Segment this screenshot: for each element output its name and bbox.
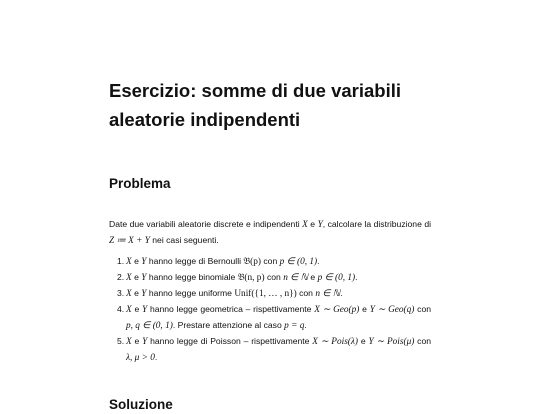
list-item: 5. X e Y hanno legge di Poisson – rispettivamente X ∼ Pois(λ) e Y ∼ Pois(μ) con λ, μ > 0.: [117, 336, 432, 363]
problem-heading: Problema: [109, 176, 171, 191]
cases-list: [117, 254, 431, 366]
list-number: 2.: [117, 272, 125, 282]
list-item: 2. X e Y hanno legge binomiale 𝔅(n, p) con n ∈ ℕ e p ∈ (0, 1).: [117, 272, 358, 283]
list-item: 3. X e Y hanno legge uniforme Unif({1, … , n}) con n ∈ ℕ.: [117, 288, 343, 299]
list-number: 3.: [117, 288, 125, 298]
list-number: 4.: [117, 304, 125, 314]
list-item: 1. X e Y hanno legge di Bernoulli 𝔅(p) con p ∈ (0, 1).: [117, 256, 320, 267]
solution-heading: Soluzione: [109, 397, 173, 412]
page-title: Esercizio: somme di due variabili aleatorie indipendenti: [109, 80, 401, 130]
list-item: 4. X e Y hanno legge geometrica – rispettivamente X ∼ Geo(p) e Y ∼ Geo(q) con p, q ∈ (0, 1). Prestare attenzione al caso p = q.: [117, 304, 432, 331]
list-number: 1.: [117, 256, 125, 266]
list-number: 5.: [117, 336, 125, 346]
problem-intro: Date due variabili aleatorie discrete e indipendenti X e Y, calcolare la distribuzione di Z ≔ X + Y nei casi seguenti.: [109, 218, 432, 246]
